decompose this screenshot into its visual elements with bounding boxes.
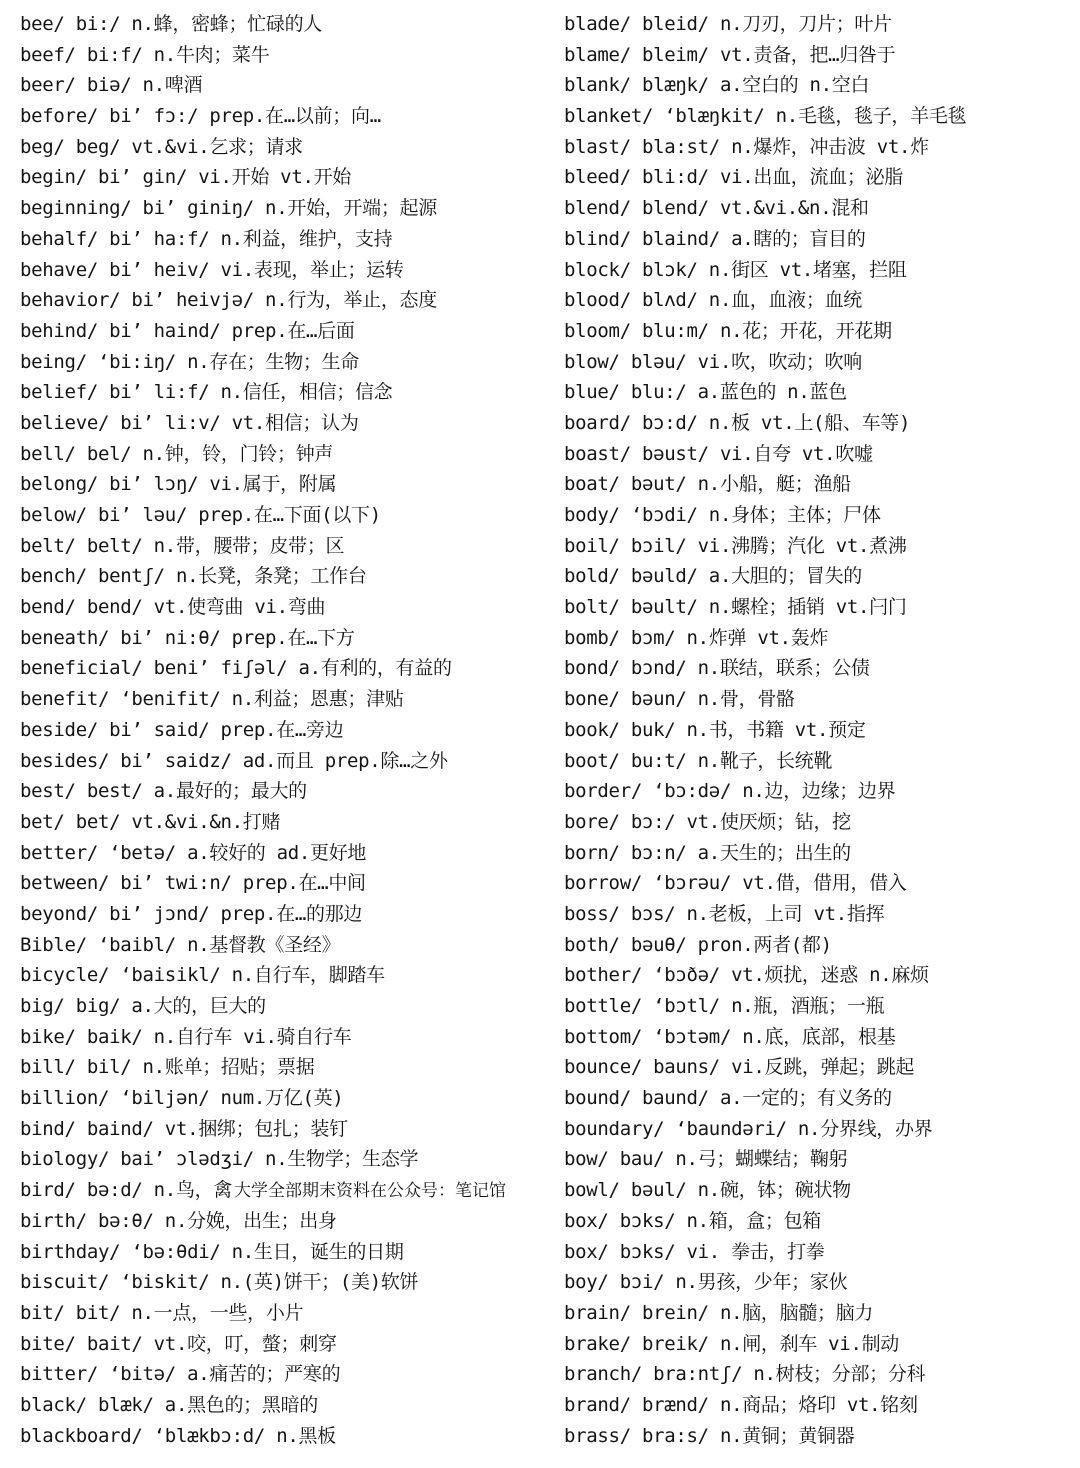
vocab-entry: [564, 9, 1064, 40]
vocab-entry-text: bit/ bit/ n.一点，一些，小片: [20, 1301, 304, 1324]
vocab-entry-text: brand/ brænd/ n.商品；烙印 vt.铭刻: [564, 1393, 918, 1416]
vocab-entry-text: body/ ‘bɔdi/ n.身体；主体；尸体: [564, 504, 881, 526]
vocab-entry-text: bench/ bentʃ/ n.长凳，条凳；工作台: [20, 565, 367, 588]
vocab-entry-text: brain/ brein/ n.脑，脑髓；脑力: [564, 1301, 874, 1324]
vocab-entry-text: branch/ bra:ntʃ/ n.树枝；分部；分科: [564, 1363, 926, 1386]
vocab-entry: [564, 500, 1064, 531]
vocab-entry-text: better/ ‘betə/ a.较好的 ad.更好地: [20, 841, 367, 864]
vocab-entry-text: behalf/ bi’ ha:f/ n.利益，维护，支持: [20, 227, 393, 250]
vocab-entry-text: block/ blɔk/ n.街区 vt.堵塞，拦阻: [564, 258, 907, 281]
vocab-entry: [20, 9, 555, 40]
vocab-entry-text: bell/ bel/ n.钟，铃，门铃；钟声: [20, 442, 334, 465]
vocab-entry: [20, 162, 555, 193]
vocab-entry-text: biology/ bai’ ɔlədʒi/ n.生物学；生态学: [20, 1148, 419, 1171]
vocab-entry-text: blame/ bleim/ vt.责备，把…归咎于: [564, 43, 896, 66]
vocab-entry: [564, 1421, 1064, 1452]
vocab-entry: [564, 1329, 1064, 1360]
vocab-entry-text: beer/ biə/ n.啤酒: [20, 74, 203, 97]
vocab-entry: [564, 224, 1064, 255]
vocab-entry-text: brake/ breik/ n.闸，刹车 vi.制动: [564, 1332, 899, 1355]
vocab-entry: [564, 1206, 1064, 1237]
vocab-entry: [564, 623, 1064, 654]
vocab-entry-text: beyond/ bi’ jɔnd/ prep.在…的那边: [20, 902, 363, 925]
vocab-entry: [20, 653, 555, 684]
vocab-entry: [20, 285, 555, 316]
vocab-entry-text: bother/ ‘bɔðə/ vt.烦扰，迷惑 n.麻烦: [564, 964, 929, 987]
vocab-entry: [20, 776, 555, 807]
vocab-entry-text: blow/ bləu/ vi.吹，吹动；吹响: [564, 350, 862, 373]
vocab-entry-text: besides/ bi’ saidz/ ad.而且 prep.除…之外: [20, 749, 448, 772]
vocab-entry: [20, 224, 555, 255]
vocab-entry: [20, 439, 555, 470]
vocab-entry: [20, 592, 555, 623]
vocab-entry: [20, 1114, 555, 1145]
vocab-entry-text: blood/ blʌd/ n.血，血液；血统: [564, 289, 862, 312]
vocab-entry: [20, 868, 555, 899]
vocab-entry-text: born/ bɔ:n/ a.天生的；出生的: [564, 841, 851, 864]
vocab-entry: [20, 960, 555, 991]
vocab-entry-text: blade/ bleid/ n.刀刃，刀片；叶片: [564, 13, 892, 35]
vocab-entry: [20, 408, 555, 439]
vocab-entry-text: board/ bɔ:d/ n.板 vt.上(船、车等): [564, 411, 911, 434]
vocabulary-column-left: [20, 9, 555, 1451]
vocab-entry: [564, 408, 1064, 439]
vocab-entry: [564, 592, 1064, 623]
vocab-entry: [564, 1083, 1064, 1114]
vocab-entry-text: border/ ‘bɔ:də/ n.边，边缘；边界: [564, 780, 896, 803]
vocab-entry-text: bone/ bəun/ n.骨，骨骼: [564, 688, 795, 711]
vocab-entry: [20, 807, 555, 838]
vocab-entry-text: bottom/ ‘bɔtəm/ n.底，底部，根基: [564, 1025, 896, 1048]
vocab-entry: [564, 1237, 1064, 1268]
vocab-entry: [564, 377, 1064, 408]
vocab-entry-text: bird/ bə:d/ n.鸟，禽: [20, 1179, 233, 1202]
vocab-entry: [20, 469, 555, 500]
vocab-entry: [564, 1144, 1064, 1175]
vocab-entry-text: book/ buk/ n.书，书籍 vt.预定: [564, 718, 866, 741]
vocab-entry: [564, 469, 1064, 500]
vocab-entry: [564, 101, 1064, 132]
vocab-entry: [20, 40, 555, 71]
vocab-entry-text: beef/ bi:f/ n.牛肉；菜牛: [20, 43, 270, 66]
vocab-entry-text: belong/ bi’ lɔŋ/ vi.属于，附属: [20, 473, 337, 496]
vocab-entry-text: bow/ bau/ n.弓；蝴蝶结；鞠躬: [564, 1148, 848, 1171]
vocab-entry: [564, 746, 1064, 777]
vocab-entry-text: begin/ bi’ gin/ vi.开始 vt.开始: [20, 166, 351, 189]
vocab-entry-text: bleed/ bli:d/ vi.出血，流血；泌脂: [564, 166, 903, 189]
vocab-entry: [564, 347, 1064, 378]
vocab-entry-text: behind/ bi’ haind/ prep.在…后面: [20, 319, 355, 342]
vocab-entry-text: best/ best/ a.最好的；最大的: [20, 780, 307, 803]
vocab-entry: [20, 930, 555, 961]
vocab-entry-text: birthday/ ‘bə:θdi/ n.生日，诞生的日期: [20, 1240, 404, 1263]
vocab-entry-text: big/ big/ a.大的，巨大的: [20, 995, 266, 1017]
vocab-entry-text: bond/ bɔnd/ n.联结，联系；公债: [564, 657, 870, 680]
vocab-entry-text: below/ bi’ ləu/ prep.在…下面(以下): [20, 504, 381, 526]
vocab-entry: [564, 561, 1064, 592]
vocab-entry-text: boat/ bəut/ n.小船，艇；渔船: [564, 473, 851, 496]
vocab-entry: [564, 193, 1064, 224]
vocab-entry: [564, 868, 1064, 899]
vocab-entry-text: borrow/ ‘bɔrəu/ vt.借，借用，借入: [564, 872, 907, 895]
vocab-entry-text: birth/ bə:θ/ n.分娩，出生；出身: [20, 1209, 337, 1232]
vocab-entry-text: billion/ ‘biljən/ num.万亿(英): [20, 1087, 344, 1110]
vocab-entry: [564, 899, 1064, 930]
vocab-entry: [20, 1052, 555, 1083]
vocab-entry: [564, 684, 1064, 715]
vocab-entry: [564, 531, 1064, 562]
vocab-entry: [564, 776, 1064, 807]
vocab-entry-text: bite/ bait/ vt.咬，叮，螫；刺穿: [20, 1332, 337, 1355]
vocab-entry: [20, 101, 555, 132]
vocab-entry-text: bold/ bəuld/ a.大胆的；冒失的: [564, 565, 862, 588]
vocab-entry: [564, 40, 1064, 71]
vocab-entry: [20, 715, 555, 746]
vocab-entry: [564, 162, 1064, 193]
vocab-entry-text: bend/ bend/ vt.使弯曲 vi.弯曲: [20, 596, 326, 619]
vocab-entry-text: bound/ baund/ a.一定的；有义务的: [564, 1087, 892, 1110]
vocab-entry-text: bill/ bil/ n.账单；招贴；票据: [20, 1056, 315, 1079]
vocab-entry-text: bet/ bet/ vt.&vi.&n.打赌: [20, 810, 281, 833]
vocab-entry-text: beginning/ bi’ giniŋ/ n.开始，开端；起源: [20, 197, 437, 220]
vocab-entry: [20, 684, 555, 715]
vocab-entry: [564, 838, 1064, 869]
vocab-entry: [564, 1175, 1064, 1206]
vocab-entry: [564, 70, 1064, 101]
vocab-entry: [20, 500, 555, 531]
vocab-entry: [20, 1421, 555, 1452]
vocab-entry: [564, 255, 1064, 286]
vocab-entry-text: biscuit/ ‘biskit/ n.(英)饼干；(美)软饼: [20, 1271, 419, 1294]
vocab-entry: [564, 960, 1064, 991]
vocab-entry: [20, 70, 555, 101]
vocab-entry-text: bowl/ bəul/ n.碗，钵；碗状物: [564, 1179, 851, 1202]
vocab-entry: [20, 838, 555, 869]
vocab-entry: [20, 1083, 555, 1114]
vocab-entry-text: beg/ beg/ vt.&vi.乞求；请求: [20, 135, 303, 158]
vocab-entry: [20, 623, 555, 654]
vocab-entry: [20, 1206, 555, 1237]
vocab-entry-text: bind/ baind/ vt.捆绑；包扎；装钉: [20, 1117, 348, 1140]
vocab-entry: [564, 1114, 1064, 1145]
vocab-entry-text: beneath/ bi’ ni:θ/ prep.在…下方: [20, 626, 355, 649]
vocab-entry-text: bolt/ bəult/ n.螺栓；插销 vt.闩门: [564, 596, 907, 619]
vocab-entry: [20, 899, 555, 930]
vocab-entry: [20, 347, 555, 378]
vocab-entry-text: beside/ bi’ said/ prep.在…旁边: [20, 718, 344, 741]
vocab-entry-text: blind/ blaind/ a.瞎的；盲目的: [564, 227, 866, 250]
vocab-entry-text: brass/ bra:s/ n.黄铜；黄铜器: [564, 1424, 855, 1447]
vocab-entry-text: bore/ bɔ:/ vt.使厌烦；钻，挖: [564, 810, 851, 833]
vocabulary-column-right: [564, 9, 1064, 1451]
vocab-entry: [564, 930, 1064, 961]
vocab-entry-text: both/ bəuθ/ pron.两者(都): [564, 933, 832, 956]
vocab-entry-text: box/ bɔks/ n.箱，盒；包箱: [564, 1209, 822, 1232]
vocab-entry-text: boast/ bəust/ vi.自夸 vt.吹嘘: [564, 442, 873, 465]
vocab-entry-text: behave/ bi’ heiv/ vi.表现，举止；运转: [20, 258, 404, 281]
vocab-entry-text: bike/ baik/ n.自行车 vi.骑自行车: [20, 1025, 352, 1048]
vocab-entry-text: bitter/ ‘bitə/ a.痛苦的；严寒的: [20, 1363, 341, 1386]
vocab-entry-text: black/ blæk/ a.黑色的；黑暗的: [20, 1393, 318, 1416]
vocab-entry-text: bicycle/ ‘baisikl/ n.自行车，脚踏车: [20, 964, 385, 987]
vocab-entry-text: behavior/ bi’ heivjə/ n.行为，举止，态度: [20, 289, 437, 312]
vocab-entry: [20, 561, 555, 592]
vocab-entry-text: box/ bɔks/ vi. 拳击，打拳: [564, 1240, 825, 1263]
vocab-entry-text: belief/ bi’ li:f/ n.信任，相信；信念: [20, 381, 393, 404]
vocab-entry-text: belt/ belt/ n.带，腰带；皮带；区: [20, 534, 345, 557]
vocab-entry: [564, 285, 1064, 316]
vocab-entry: [564, 807, 1064, 838]
vocab-entry-text: blank/ blæŋk/ a.空白的 n.空白: [564, 74, 870, 97]
vocab-entry-text: boundary/ ‘baundəri/ n.分界线，办界: [564, 1117, 933, 1140]
vocab-entry-text: bee/ bi:/ n.蜂，密蜂；忙碌的人: [20, 13, 322, 35]
vocab-entry: [564, 991, 1064, 1022]
vocab-entry-text: blackboard/ ‘blækbɔ:d/ n.黑板: [20, 1424, 336, 1447]
vocab-entry-text: Bible/ ‘baibl/ n.基督教《圣经》: [20, 933, 341, 956]
vocab-entry-text: benefit/ ‘benifit/ n.利益；恩惠；津贴: [20, 688, 404, 711]
vocab-entry: [564, 1298, 1064, 1329]
vocab-entry: [20, 1390, 555, 1421]
vocab-entry: [564, 1390, 1064, 1421]
vocab-entry: [20, 316, 555, 347]
vocab-entry: [20, 1359, 555, 1390]
vocab-entry-text: being/ ‘bi:iŋ/ n.存在；生物；生命: [20, 350, 359, 373]
vocab-entry-text: beneficial/ beni’ fiʃəl/ a.有利的，有益的: [20, 657, 452, 680]
vocab-entry: [20, 1267, 555, 1298]
vocab-entry: [564, 1022, 1064, 1053]
vocab-entry: [564, 1267, 1064, 1298]
vocab-entry: [20, 1022, 555, 1053]
vocab-entry: [20, 1237, 555, 1268]
vocab-entry: [20, 1298, 555, 1329]
watermark-text: 大学全部期末资料在公众号：笔记馆: [234, 1181, 507, 1202]
vocab-entry: [20, 991, 555, 1022]
vocab-entry-text: before/ bi’ fɔ:/ prep.在…以前；向…: [20, 105, 381, 128]
vocab-entry-text: between/ bi’ twi:n/ prep.在…中间: [20, 872, 366, 895]
vocab-entry-text: believe/ bi’ li:v/ vt.相信；认为: [20, 411, 359, 434]
vocab-entry-text: boy/ bɔi/ n.男孩，少年；家伙: [564, 1271, 848, 1294]
vocab-entry-text: blanket/ ‘blæŋkit/ n.毛毯，毯子，羊毛毯: [564, 105, 967, 128]
vocab-entry-text: boil/ bɔil/ vi.沸腾；汽化 vt.煮沸: [564, 534, 907, 557]
vocab-entry: [564, 316, 1064, 347]
vocab-entry-text: blue/ blu:/ a.蓝色的 n.蓝色: [564, 381, 847, 404]
vocab-entry: [20, 531, 555, 562]
vocab-entry: [564, 715, 1064, 746]
vocab-entry: [564, 439, 1064, 470]
vocab-entry-text: bomb/ bɔm/ n.炸弹 vt.轰炸: [564, 626, 829, 649]
vocab-entry: [20, 1329, 555, 1360]
vocab-entry-text: bottle/ ‘bɔtl/ n.瓶，酒瓶；一瓶: [564, 995, 885, 1017]
vocab-entry: [20, 193, 555, 224]
vocab-entry: [564, 1052, 1064, 1083]
vocab-entry: [20, 132, 555, 163]
vocab-entry: [20, 746, 555, 777]
vocab-entry: [20, 1175, 555, 1206]
vocab-entry: [564, 132, 1064, 163]
vocab-entry-text: blend/ blend/ vt.&vi.&n.混和: [564, 197, 869, 220]
vocab-entry-text: blast/ bla:st/ n.爆炸，冲击波 vt.炸: [564, 135, 929, 158]
vocab-entry: [20, 1144, 555, 1175]
vocab-entry-text: bloom/ blu:m/ n.花；开花，开花期: [564, 319, 892, 342]
vocab-entry: [20, 377, 555, 408]
vocab-entry-text: boss/ bɔs/ n.老板，上司 vt.指挥: [564, 902, 885, 925]
vocab-entry: [564, 653, 1064, 684]
vocab-entry-text: boot/ bu:t/ n.靴子，长统靴: [564, 749, 833, 772]
vocab-entry: [20, 255, 555, 286]
vocab-entry: [564, 1359, 1064, 1390]
vocab-entry-text: bounce/ bauns/ vi.反跳，弹起；跳起: [564, 1056, 915, 1079]
